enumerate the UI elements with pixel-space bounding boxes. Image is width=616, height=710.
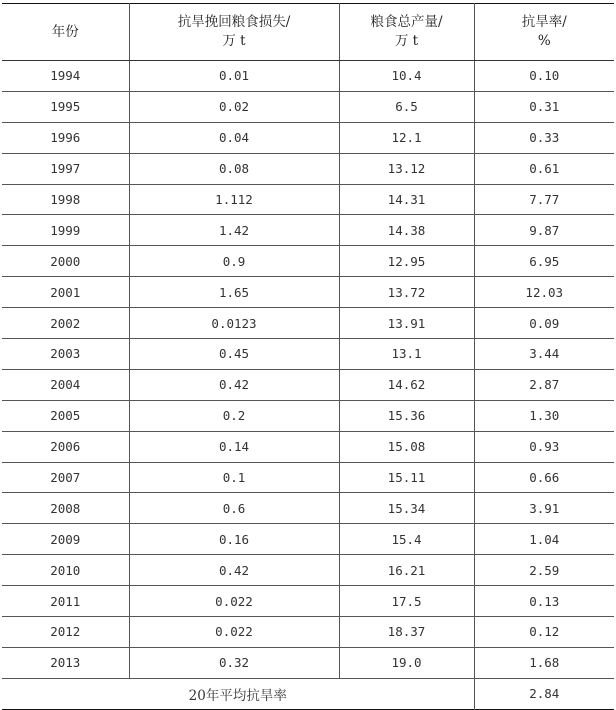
year-cell: 1995 <box>2 91 129 122</box>
year-cell: 2004 <box>2 369 129 400</box>
resistance-rate-cell: 0.33 <box>474 122 614 153</box>
total-yield-cell: 13.91 <box>339 308 474 339</box>
recovered-loss-cell: 1.42 <box>129 215 339 246</box>
resistance-rate-cell: 0.61 <box>474 153 614 184</box>
recovered-loss-cell: 0.02 <box>129 91 339 122</box>
year-cell: 2009 <box>2 524 129 555</box>
table-row <box>2 91 614 122</box>
year-cell: 2000 <box>2 246 129 277</box>
total-yield-cell: 12.95 <box>339 246 474 277</box>
recovered-loss-cell: 0.04 <box>129 122 339 153</box>
resistance-rate-cell: 6.95 <box>474 246 614 277</box>
summary-row <box>2 678 614 709</box>
resistance-rate-cell: 0.09 <box>474 308 614 339</box>
table-row <box>2 524 614 555</box>
header-total-yield <box>339 4 474 61</box>
table-row <box>2 215 614 246</box>
table-row <box>2 431 614 462</box>
table-row <box>2 493 614 524</box>
table-row <box>2 586 614 617</box>
resistance-rate-cell: 0.31 <box>474 91 614 122</box>
total-yield-cell: 14.62 <box>339 369 474 400</box>
year-cell: 2006 <box>2 431 129 462</box>
resistance-rate-cell: 0.93 <box>474 431 614 462</box>
recovered-loss-cell: 1.65 <box>129 277 339 308</box>
total-yield-cell: 14.31 <box>339 184 474 215</box>
total-yield-cell: 10.4 <box>339 61 474 92</box>
year-cell: 1994 <box>2 61 129 92</box>
recovered-loss-cell: 0.022 <box>129 617 339 648</box>
recovered-loss-cell: 0.08 <box>129 153 339 184</box>
resistance-rate-cell: 9.87 <box>474 215 614 246</box>
table-row <box>2 277 614 308</box>
header-total-yield-unit: 万 t <box>394 33 419 49</box>
recovered-loss-cell: 0.01 <box>129 61 339 92</box>
total-yield-cell: 14.38 <box>339 215 474 246</box>
total-yield-cell: 15.36 <box>339 400 474 431</box>
resistance-rate-cell: 3.44 <box>474 339 614 370</box>
year-cell: 2011 <box>2 586 129 617</box>
resistance-rate-cell: 3.91 <box>474 493 614 524</box>
table-row <box>2 555 614 586</box>
header-resistance-rate-unit: % <box>537 33 551 49</box>
total-yield-cell: 15.08 <box>339 431 474 462</box>
table-row <box>2 122 614 153</box>
header-resistance-rate-label: 抗旱率/ <box>521 14 567 30</box>
year-cell: 1998 <box>2 184 129 215</box>
year-cell: 2005 <box>2 400 129 431</box>
resistance-rate-cell: 1.04 <box>474 524 614 555</box>
recovered-loss-cell: 0.6 <box>129 493 339 524</box>
header-row <box>2 4 614 61</box>
total-yield-cell: 18.37 <box>339 617 474 648</box>
header-recovered-loss <box>129 4 339 61</box>
recovered-loss-cell: 0.14 <box>129 431 339 462</box>
resistance-rate-cell: 2.87 <box>474 369 614 400</box>
table-body <box>2 61 614 710</box>
table-row <box>2 61 614 92</box>
total-yield-cell: 15.11 <box>339 462 474 493</box>
total-yield-cell: 16.21 <box>339 555 474 586</box>
total-yield-cell: 13.12 <box>339 153 474 184</box>
header-total-yield-label: 粮食总产量/ <box>370 14 443 30</box>
header-recovered-loss-unit: 万 t <box>222 33 246 49</box>
table-row <box>2 153 614 184</box>
year-cell: 1999 <box>2 215 129 246</box>
header-resistance-rate <box>474 4 614 61</box>
recovered-loss-cell: 0.42 <box>129 555 339 586</box>
table-row <box>2 339 614 370</box>
year-cell: 2003 <box>2 339 129 370</box>
table-row <box>2 184 614 215</box>
total-yield-cell: 15.34 <box>339 493 474 524</box>
table-row <box>2 647 614 678</box>
recovered-loss-cell: 0.022 <box>129 586 339 617</box>
total-yield-cell: 17.5 <box>339 586 474 617</box>
resistance-rate-cell: 0.13 <box>474 586 614 617</box>
table-row <box>2 617 614 648</box>
recovered-loss-cell: 0.9 <box>129 246 339 277</box>
header-year <box>2 4 129 61</box>
resistance-rate-cell: 7.77 <box>474 184 614 215</box>
resistance-rate-cell: 1.68 <box>474 647 614 678</box>
year-cell: 2008 <box>2 493 129 524</box>
year-cell: 2012 <box>2 617 129 648</box>
table-row <box>2 400 614 431</box>
table-row <box>2 246 614 277</box>
recovered-loss-cell: 0.45 <box>129 339 339 370</box>
recovered-loss-cell: 0.2 <box>129 400 339 431</box>
table-row <box>2 308 614 339</box>
resistance-rate-cell: 2.59 <box>474 555 614 586</box>
summary-label: 20年平均抗旱率 <box>188 687 287 704</box>
header-year-label: 年份 <box>51 23 79 40</box>
total-yield-cell: 12.1 <box>339 122 474 153</box>
recovered-loss-cell: 0.42 <box>129 369 339 400</box>
total-yield-cell: 13.72 <box>339 277 474 308</box>
year-cell: 1997 <box>2 153 129 184</box>
year-cell: 2001 <box>2 277 129 308</box>
total-yield-cell: 19.0 <box>339 647 474 678</box>
resistance-rate-cell: 0.12 <box>474 617 614 648</box>
resistance-rate-cell: 1.30 <box>474 400 614 431</box>
total-yield-cell: 6.5 <box>339 91 474 122</box>
recovered-loss-cell: 0.1 <box>129 462 339 493</box>
summary-value: 2.84 <box>474 678 614 709</box>
year-cell: 2002 <box>2 308 129 339</box>
total-yield-cell: 15.4 <box>339 524 474 555</box>
table-row <box>2 462 614 493</box>
year-cell: 2013 <box>2 647 129 678</box>
header-recovered-loss-label: 抗旱挽回粮食损失/ <box>177 14 291 30</box>
resistance-rate-cell: 12.03 <box>474 277 614 308</box>
recovered-loss-cell: 0.0123 <box>129 308 339 339</box>
year-cell: 2010 <box>2 555 129 586</box>
recovered-loss-cell: 0.16 <box>129 524 339 555</box>
recovered-loss-cell: 0.32 <box>129 647 339 678</box>
total-yield-cell: 13.1 <box>339 339 474 370</box>
drought-resistance-table <box>2 3 614 710</box>
resistance-rate-cell: 0.10 <box>474 61 614 92</box>
year-cell: 2007 <box>2 462 129 493</box>
resistance-rate-cell: 0.66 <box>474 462 614 493</box>
recovered-loss-cell: 1.112 <box>129 184 339 215</box>
year-cell: 1996 <box>2 122 129 153</box>
table-row <box>2 369 614 400</box>
